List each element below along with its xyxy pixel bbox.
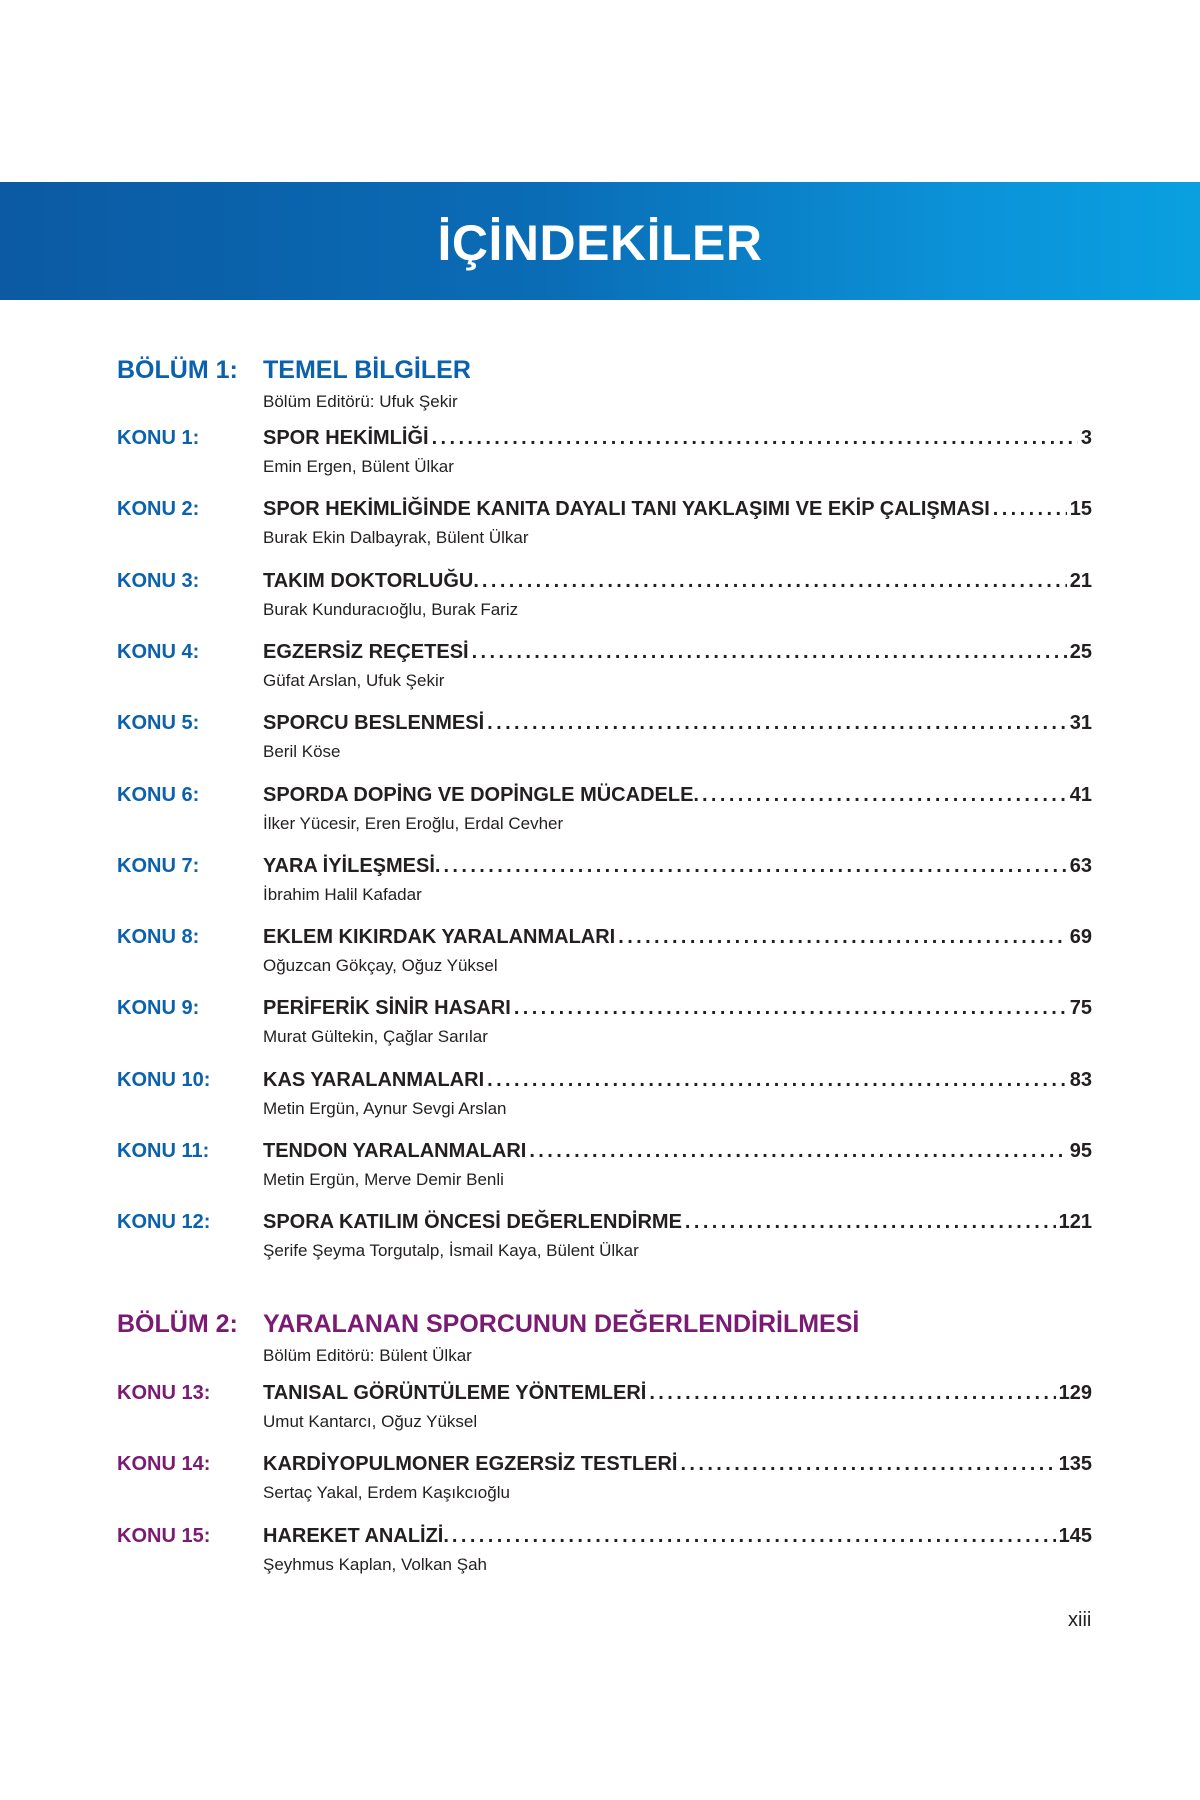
- chapter-authors: Murat Gültekin, Çağlar Sarılar: [263, 1027, 488, 1046]
- chapter-title[interactable]: SPORCU BESLENMESİ: [263, 712, 485, 734]
- chapter-line[interactable]: [263, 926, 1092, 949]
- toc-entry[interactable]: [117, 1453, 1092, 1513]
- part-2-title[interactable]: YARALANAN SPORCUNUN DEĞERLENDİRİLMESİ: [263, 1310, 860, 1338]
- chapter-label: KONU 5:: [117, 712, 200, 734]
- chapter-page: 3: [1080, 427, 1092, 449]
- chapter-page: 129: [1058, 1382, 1092, 1404]
- chapter-authors: Emin Ergen, Bülent Ülkar: [263, 457, 454, 476]
- chapter-page: 41: [1069, 784, 1092, 806]
- chapter-label: KONU 15:: [117, 1525, 211, 1547]
- dot-leader: [487, 1069, 1067, 1092]
- toc-entry[interactable]: [117, 1382, 1092, 1442]
- chapter-label: KONU 2:: [117, 498, 200, 520]
- chapter-authors: Sertaç Yakal, Erdem Kaşıkcıoğlu: [263, 1483, 510, 1502]
- chapter-authors: Metin Ergün, Merve Demir Benli: [263, 1170, 504, 1189]
- dot-leader: [702, 784, 1067, 807]
- chapter-line[interactable]: [263, 1140, 1092, 1163]
- dot-leader: [432, 427, 1078, 450]
- chapter-line[interactable]: [263, 427, 1092, 450]
- chapter-label: KONU 12:: [117, 1211, 211, 1233]
- dot-leader: [680, 1453, 1055, 1476]
- dot-leader: [529, 1140, 1066, 1163]
- chapter-authors: İbrahim Halil Kafadar: [263, 885, 422, 904]
- chapter-authors: Oğuzcan Gökçay, Oğuz Yüksel: [263, 956, 498, 975]
- part-2-label: BÖLÜM 2:: [117, 1310, 238, 1338]
- chapter-title[interactable]: YARA İYİLEŞMESİ.: [263, 855, 441, 877]
- chapter-page: 31: [1069, 712, 1092, 734]
- dot-leader: [482, 570, 1067, 593]
- chapter-label: KONU 3:: [117, 570, 200, 592]
- chapter-title[interactable]: TANISAL GÖRÜNTÜLEME YÖNTEMLERİ: [263, 1382, 647, 1404]
- chapter-page: 75: [1069, 997, 1092, 1019]
- chapter-page: 15: [1069, 498, 1092, 520]
- chapter-authors: Burak Kunduracıoğlu, Burak Fariz: [263, 600, 519, 619]
- chapter-page: 121: [1058, 1211, 1092, 1233]
- chapter-authors: Şerife Şeyma Torgutalp, İsmail Kaya, Bülent Ülkar: [263, 1241, 639, 1260]
- page-number: xiii: [1068, 1609, 1092, 1631]
- chapter-title[interactable]: KAS YARALANMALARI: [263, 1069, 485, 1091]
- chapter-line[interactable]: [263, 855, 1092, 878]
- chapter-authors: Umut Kantarcı, Oğuz Yüksel: [263, 1412, 478, 1431]
- chapter-authors: Metin Ergün, Aynur Sevgi Arslan: [263, 1099, 507, 1118]
- chapter-page: 83: [1069, 1069, 1092, 1091]
- toc-entry[interactable]: [117, 1069, 1092, 1129]
- toc-entry[interactable]: [117, 784, 1092, 844]
- chapter-authors: Burak Ekin Dalbayrak, Bülent Ülkar: [263, 528, 529, 547]
- chapter-title[interactable]: EKLEM KIKIRDAK YARALANMALARI: [263, 926, 616, 948]
- chapter-page: 135: [1058, 1453, 1092, 1475]
- part-2-editor: Bölüm Editörü: Bülent Ülkar: [263, 1346, 472, 1365]
- dot-leader: [618, 926, 1067, 949]
- chapter-label: KONU 1:: [117, 427, 200, 449]
- chapter-authors: İlker Yücesir, Eren Eroğlu, Erdal Cevher: [263, 814, 564, 833]
- chapter-line[interactable]: [263, 570, 1092, 593]
- chapter-title[interactable]: HAREKET ANALİZİ.: [263, 1525, 449, 1547]
- toc-entry[interactable]: [117, 855, 1092, 915]
- dot-leader: [472, 641, 1067, 664]
- toc-entry[interactable]: [117, 498, 1092, 558]
- dot-leader: [514, 997, 1067, 1020]
- dot-leader: [452, 1525, 1056, 1548]
- chapter-title[interactable]: SPORDA DOPİNG VE DOPİNGLE MÜCADELE.: [263, 784, 699, 806]
- chapter-label: KONU 6:: [117, 784, 200, 806]
- chapter-label: KONU 7:: [117, 855, 200, 877]
- toc-entry[interactable]: [117, 1140, 1092, 1200]
- chapter-title[interactable]: KARDİYOPULMONER EGZERSİZ TESTLERİ: [263, 1453, 678, 1475]
- toc-entry[interactable]: [117, 641, 1092, 701]
- toc-entry[interactable]: [117, 997, 1092, 1057]
- chapter-page: 69: [1069, 926, 1092, 948]
- toc-entry[interactable]: [117, 1211, 1092, 1271]
- toc-entry[interactable]: [117, 926, 1092, 986]
- chapter-authors: Şeyhmus Kaplan, Volkan Şah: [263, 1555, 487, 1574]
- chapter-title[interactable]: SPOR HEKİMLİĞİNDE KANITA DAYALI TANI YAKLAŞIMI VE EKİP ÇALIŞMASI: [263, 498, 990, 520]
- chapter-title[interactable]: PERİFERİK SİNİR HASARI: [263, 997, 511, 1019]
- dot-leader: [993, 498, 1067, 521]
- chapter-line[interactable]: [263, 641, 1092, 664]
- chapter-title[interactable]: EGZERSİZ REÇETESİ: [263, 641, 469, 663]
- chapter-page: 21: [1069, 570, 1092, 592]
- part-1-editor: Bölüm Editörü: Ufuk Şekir: [263, 392, 458, 411]
- toc-entry[interactable]: [117, 1525, 1092, 1585]
- chapter-authors: Beril Köse: [263, 742, 341, 761]
- toc-entry[interactable]: [117, 712, 1092, 772]
- part-1-title[interactable]: TEMEL BİLGİLER: [263, 356, 471, 384]
- chapter-page: 25: [1069, 641, 1092, 663]
- chapter-line[interactable]: [263, 784, 1092, 807]
- chapter-title[interactable]: TAKIM DOKTORLUĞU.: [263, 570, 479, 592]
- chapter-title[interactable]: SPORA KATILIM ÖNCESİ DEĞERLENDİRME: [263, 1211, 682, 1233]
- chapter-authors: Güfat Arslan, Ufuk Şekir: [263, 671, 445, 690]
- chapter-line[interactable]: [263, 997, 1092, 1020]
- chapter-label: KONU 10:: [117, 1069, 211, 1091]
- chapter-line[interactable]: [263, 1453, 1092, 1476]
- chapter-label: KONU 13:: [117, 1382, 211, 1404]
- dot-leader: [649, 1382, 1055, 1405]
- toc-entry[interactable]: [117, 427, 1092, 487]
- chapter-line[interactable]: [263, 498, 1092, 521]
- chapter-page: 63: [1069, 855, 1092, 877]
- chapter-label: KONU 4:: [117, 641, 200, 663]
- page-title: İÇİNDEKİLER: [437, 215, 763, 271]
- chapter-line[interactable]: [263, 1382, 1092, 1405]
- dot-leader: [487, 712, 1067, 735]
- chapter-label: KONU 9:: [117, 997, 200, 1019]
- chapter-label: KONU 11:: [117, 1140, 210, 1162]
- chapter-line[interactable]: [263, 1525, 1092, 1548]
- toc-entry[interactable]: [117, 570, 1092, 630]
- chapter-line[interactable]: [263, 712, 1092, 735]
- chapter-page: 145: [1058, 1525, 1092, 1547]
- header-banner: [0, 182, 1200, 300]
- chapter-line[interactable]: [263, 1069, 1092, 1092]
- chapter-title[interactable]: SPOR HEKİMLİĞİ: [263, 427, 429, 449]
- chapter-line[interactable]: [263, 1211, 1092, 1234]
- chapter-page: 95: [1069, 1140, 1092, 1162]
- chapter-label: KONU 8:: [117, 926, 200, 948]
- chapter-label: KONU 14:: [117, 1453, 211, 1475]
- dot-leader: [443, 855, 1066, 878]
- dot-leader: [685, 1211, 1056, 1234]
- chapter-title[interactable]: TENDON YARALANMALARI: [263, 1140, 527, 1162]
- part-1-label: BÖLÜM 1:: [117, 356, 238, 384]
